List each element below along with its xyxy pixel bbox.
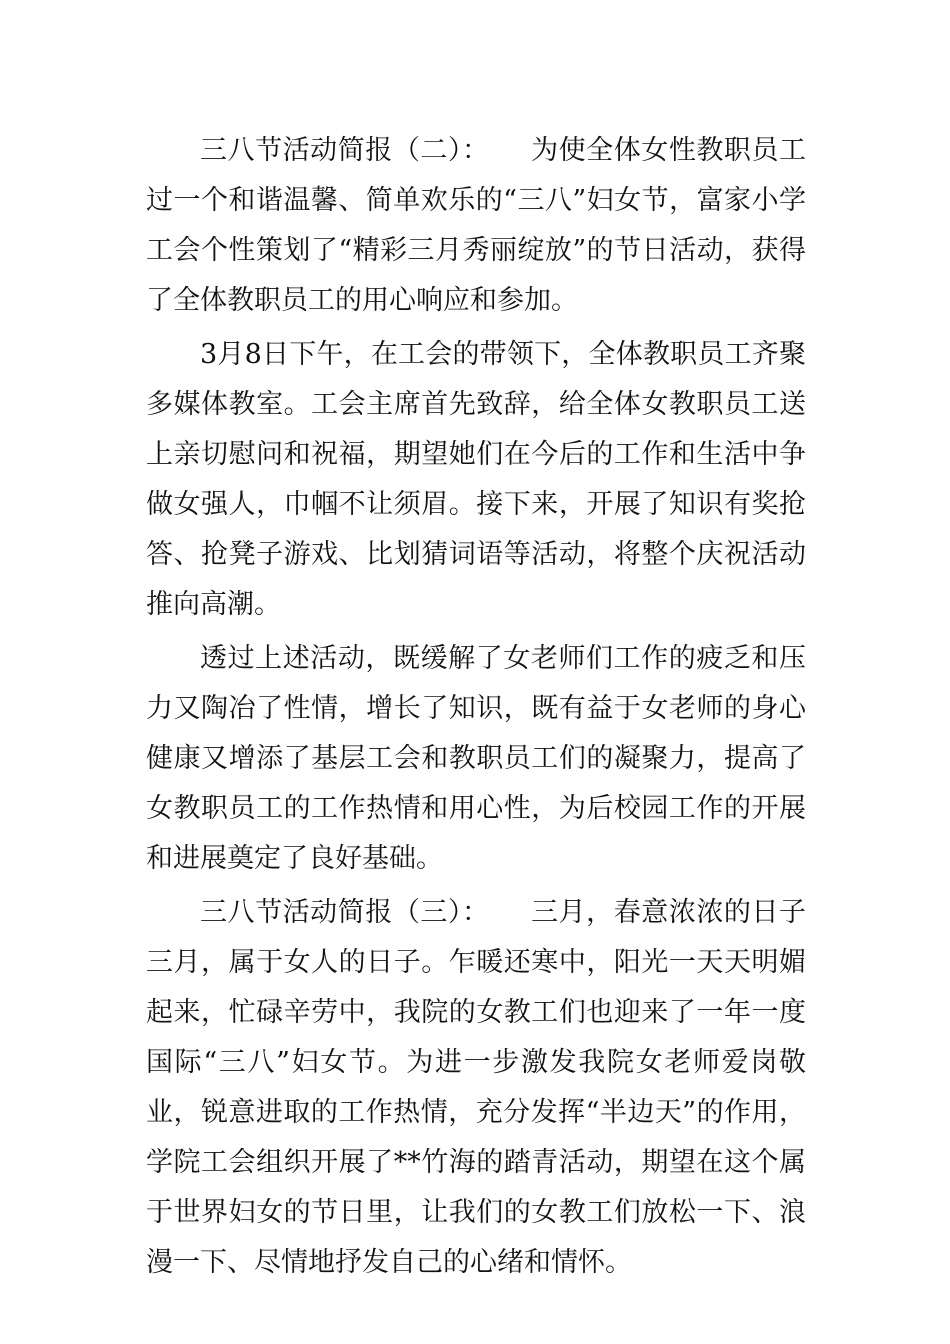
paragraph-1: 三八节活动简报（二）： 为使全体女性教职员工过一个和谐温馨、简单欢乐的“三八”妇女节，富家小学工会个性策划了“精彩三月秀丽绽放”的节日活动，获得了全体教职员工的用心响应和参加。 <box>146 135 806 316</box>
paragraph-3: 透过上述活动，既缓解了女老师们工作的疲乏和压力又陶冶了性情，增长了知识，既有益于女老师的身心健康又增添了基层工会和教职员工们的凝聚力，提高了女教职员工的工作热情和用心性，为后校园工作的开展和进展奠定了良好基础。 <box>146 643 806 874</box>
paragraph-2: 3月8日下午，在工会的带领下，全体教职员工齐聚多媒体教室。工会主席首先致辞，给全体女教职员工送上亲切慰问和祝福，期望她们在今后的工作和生活中争做女强人，巾帼不让须眉。接下来，开展了知识有奖抢答、抢凳子游戏、比划猜词语等活动，将整个庆祝活动推向高潮。 <box>146 339 806 620</box>
document-body <box>146 126 806 1292</box>
paragraph-4: 三八节活动简报（三）： 三月，春意浓浓的日子三月，属于女人的日子。乍暖还寒中，阳光一天天明媚起来，忙碌辛劳中，我院的女教工们也迎来了一年一度国际“三八”妇女节。为进一步激发我院女老师爱岗敬业，锐意进取的工作热情，充分发挥“半边天”的作用，学院工会组织开展了**竹海的踏青活动，期望在这个属于世界妇女的节日里，让我们的女教工们放松一下、浪漫一下、尽情地抒发自己的心绪和情怀。 <box>146 897 806 1278</box>
